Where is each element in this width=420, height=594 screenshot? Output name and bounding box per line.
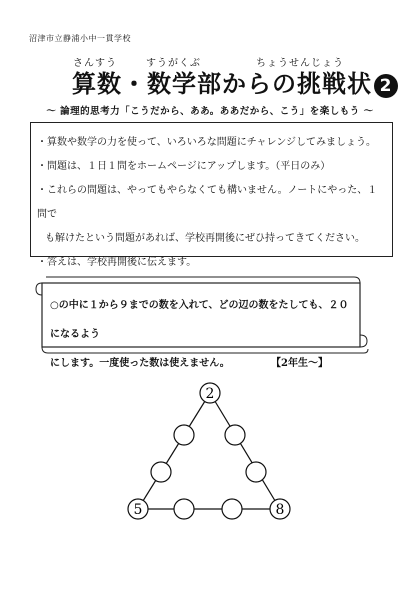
problem-text [50,291,350,378]
rule-item: ・問題は、１日１問をホームページにアップします。（平日のみ） [37,161,331,172]
rule-item: ・答えは、学校再開後に伝えます。 [37,257,197,268]
title-furigana-sansu: さんすう [73,58,117,69]
circle-right-1 [225,425,245,445]
node-bottom-right-value: 8 [275,502,285,518]
page-title-text: 算数・数学部からの挑戦状 [72,69,372,98]
circle-left-2 [151,462,171,482]
title-furigana-sugakubu: すうがくぶ [146,58,201,69]
rules-box [30,122,393,268]
node-bottom-left-value: 5 [133,502,143,518]
problem-line-text: にします。一度使った数は使えません。 [50,358,230,369]
circle-left-1 [174,425,194,445]
circle-bottom-2 [222,499,242,519]
subtitle: ～ 論理的思考力「こうだから、ああ。ああだから、こう」を楽しもう ～ [46,106,374,117]
rule-item: ・算数や数学の力を使って、いろいろな問題にチャレンジしてみましょう。 [37,137,376,148]
triangle-puzzle-diagram [0,375,420,535]
circle-right-2 [246,462,266,482]
school-name: 沼津市立静浦小中一貫学校 [29,34,131,43]
grade-label: 【2年生～】 [271,358,328,369]
rule-item: ・これらの問題は、やってもやらなくても構いません。ノートにやった、１問で [37,185,378,220]
title-number-badge: 2 [374,74,398,98]
node-top-value: 2 [205,386,215,402]
triangle-right-edge [210,393,280,509]
page-title [72,64,398,99]
triangle-left-edge [138,393,210,509]
problem-line [50,349,350,378]
circle-bottom-1 [174,499,194,519]
rule-item: も解けたという問題があれば、学校再開後にぜひ持ってきてください。 [45,233,365,244]
title-furigana-chosenjo: ちょうせんじょう [256,58,344,69]
problem-line: ○の中に１から９までの数を入れて、どの辺の数をたしても、２０になるよう [50,300,349,340]
